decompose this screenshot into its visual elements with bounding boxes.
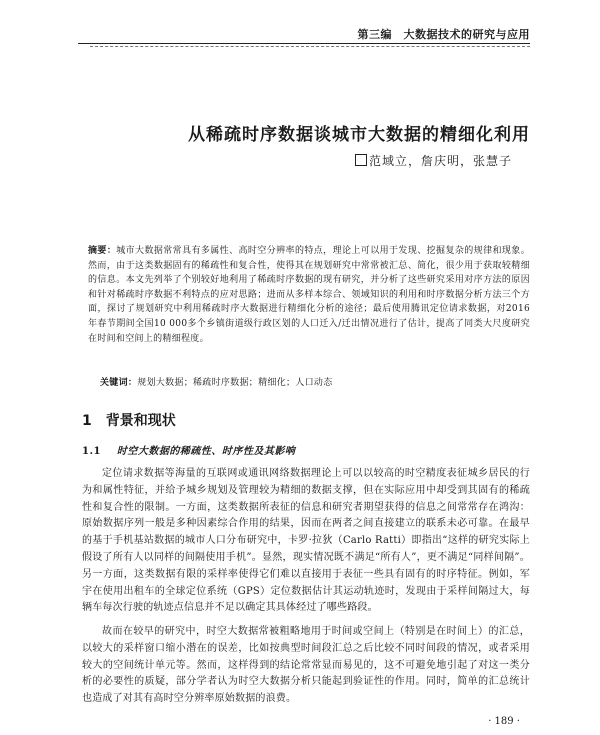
keywords-label: 关键词： — [100, 378, 138, 388]
section-heading — [82, 410, 176, 430]
header-rule-secondary — [90, 46, 530, 47]
header-rule — [78, 43, 530, 44]
body-paragraph-1: 定位请求数据等海量的互联网或通讯网络数据理论上可以以较高的时空精度表征城乡居民的行为和属性特征，并给予城乡规划及管理较为精细的数据支撑，但在实际应用中却受到其固有的稀疏性和复合性的限制。一方面，这类数据所表征的信息和研究者期望获得的信息之间常常存在鸿沟：原始数据序列一般是多种因素综合作用的结果，因而在两者之间直接建立的联系未必可靠。在最早的基于手机基站数据的城市人口分布研究中，卡罗·拉狄（Carlo Ratti）即指出“这样的研究实际上假设了所有人以同样的间隔使用手机”。显然，现实情况既不满足“所有人”，更不满足“同样间隔”。另一方面，这类数据有限的采样率使得它们难以直接用于表征一些具有固有的时序特征。例如，军宇在使用出租车的全球定位系统（GPS）定位数据估计其运动轨迹时，发现由于采样间隔过大，每辆车每次行驶的轨迹点信息并不足以确定其具体经过了哪些路段。 — [82, 468, 530, 614]
section-title: 背景和现状 — [105, 413, 176, 429]
running-header-text: 第三编 大数据技术的研究与应用 — [357, 28, 530, 41]
page-number: · 189 · — [488, 716, 520, 727]
article-title: 从稀疏时序数据谈城市大数据的精细化利用 — [188, 125, 530, 145]
abstract-text: 城市大数据常常具有多属性、高时空分辨率的特点，理论上可以用于发现、挖掘复杂的规律和现象。然而，由于这类数据固有的稀疏性和复合性，使得其在规划研究中常常被汇总、简化，很少用于获取较精细的信息。本文先列举了个别较好地利用了稀疏时序数据的现有研究，并分析了这些研究采用对序方法的原因和针对稀疏时序数据不利特点的应对思路；进而从多样本综合、领域知识的利用和时序数据分析方法三个方面，探讨了规划研究中利用稀疏时序大数据进行精细化分析的途径；最后使用腾讯定位请求数据，对2016年春节期间全国10 000多个乡镇街道级行政区划的人口迁入/迁出情况进行了估计，提高了同类大尺度研究在时间和空间上的精细程度。 — [88, 246, 531, 344]
article-authors — [355, 152, 512, 169]
authors-text: 范域立，詹庆明，张慧子 — [368, 154, 512, 168]
author-box-icon — [355, 154, 367, 166]
keywords-text: 规划大数据；稀疏时序数据；精细化；人口动态 — [137, 378, 333, 388]
abstract — [88, 244, 530, 346]
body-paragraph-2: 故而在较早的研究中，时空大数据常被粗略地用于时间或空间上（特别是在时间上）的汇总，以较大的采样窗口缩小潜在的误差，比如按典型时间段汇总之后比较不同时间段的情况，或者采用较大的空间统计单元等。然而，这样得到的结论常常显而易见的，这不可避免地引起了对这一类分析的必要性的质疑，部分学者认为时空大数据分析只能起到验证性的作用。同时，简单的汇总统计也造成了对其有高时空分辨率原始数据的浪费。 — [82, 626, 530, 705]
subsection-heading — [82, 442, 295, 457]
section-number: 1 — [82, 413, 92, 429]
keywords — [100, 375, 530, 388]
abstract-label: 摘要： — [88, 246, 117, 256]
running-header — [0, 0, 600, 44]
subsection-title: 时空大数据的稀疏性、时序性及其影响 — [116, 446, 296, 457]
subsection-number: 1.1 — [82, 446, 101, 457]
